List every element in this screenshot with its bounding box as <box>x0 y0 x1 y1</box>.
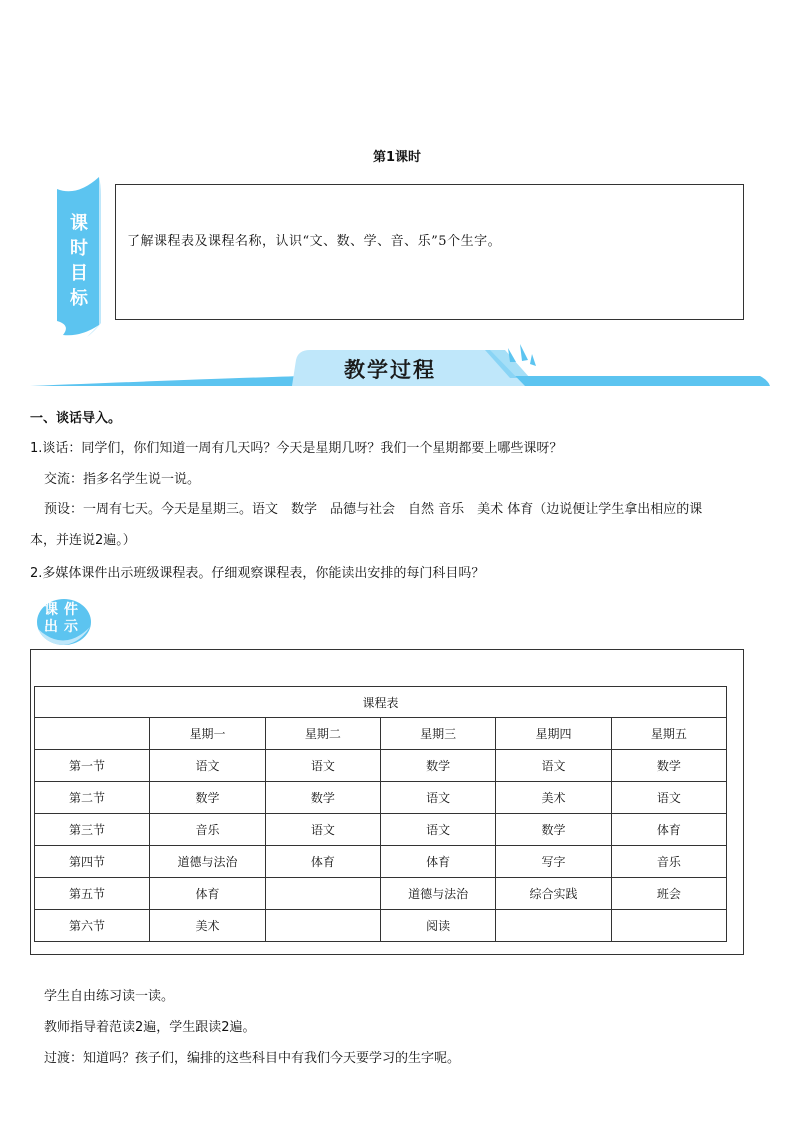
exchange-text: 交流：指多名学生说一说。 <box>44 472 201 487</box>
table-cell: 阅读 <box>380 910 495 942</box>
goal-tab-char: 目 <box>70 263 88 284</box>
table-corner <box>35 718 150 750</box>
preset-text: 预设：一周有七天。今天是星期三。语文 数学 品德与社会 自然 音乐 美术 体育（边说便让学生拿出相应的课 <box>44 502 703 517</box>
item-1: 1.谈话：同学们，你们知道一周有几天吗？今天是星期几呀？我们一个星期都要上哪些课呀？ <box>30 441 563 456</box>
table-cell: 体育 <box>611 814 726 846</box>
table-cell: 语文 <box>611 782 726 814</box>
banner-title: 教学过程 <box>344 358 436 382</box>
table-row <box>35 782 727 814</box>
table-cell: 音乐 <box>611 846 726 878</box>
row-label: 第一节 <box>35 750 150 782</box>
table-row <box>35 846 727 878</box>
table-cell <box>611 910 726 942</box>
badge-line-2: 出示 <box>44 619 84 635</box>
table-cell <box>496 910 611 942</box>
section-heading: 一、谈话导入。 <box>30 411 122 426</box>
table-row <box>35 910 727 942</box>
goal-text: 了解课程表及课程名称，认识“文、数、学、音、乐”5个生字。 <box>127 234 502 249</box>
table-cell: 数学 <box>150 782 265 814</box>
table-cell: 写字 <box>496 846 611 878</box>
goal-tab-char: 时 <box>70 238 88 259</box>
table-cell: 体育 <box>150 878 265 910</box>
row-label: 第六节 <box>35 910 150 942</box>
table-cell: 美术 <box>150 910 265 942</box>
column-header: 星期一 <box>150 718 265 750</box>
goal-box <box>115 184 744 320</box>
table-cell: 道德与法治 <box>380 878 495 910</box>
goal-tab-char: 标 <box>70 288 88 309</box>
section-banner <box>30 340 770 394</box>
table-cell: 道德与法治 <box>150 846 265 878</box>
table-cell: 音乐 <box>150 814 265 846</box>
practice-text: 学生自由练习读一读。 <box>44 989 175 1004</box>
schedule-table <box>34 686 727 942</box>
table-cell: 数学 <box>265 782 380 814</box>
model-reading-text: 教师指导着范读2遍，学生跟读2遍。 <box>44 1020 256 1035</box>
badge-line-1: 课件 <box>44 602 84 618</box>
table-row <box>35 878 727 910</box>
item-2: 2.多媒体课件出示班级课程表。仔细观察课程表，你能读出安排的每门科目吗？ <box>30 566 485 581</box>
table-cell: 数学 <box>611 750 726 782</box>
table-cell: 班会 <box>611 878 726 910</box>
row-label: 第四节 <box>35 846 150 878</box>
table-cell: 数学 <box>496 814 611 846</box>
transition-text: 过渡：知道吗？孩子们，编排的这些科目中有我们今天要学习的生字呢。 <box>44 1051 461 1066</box>
goal-tab-char: 课 <box>70 213 88 234</box>
table-header-row <box>35 718 727 750</box>
schedule-caption: 课程表 <box>35 687 727 718</box>
row-label: 第二节 <box>35 782 150 814</box>
courseware-badge <box>34 595 92 647</box>
column-header: 星期四 <box>496 718 611 750</box>
table-cell: 综合实践 <box>496 878 611 910</box>
table-cell: 美术 <box>496 782 611 814</box>
column-header: 星期五 <box>611 718 726 750</box>
table-cell: 数学 <box>380 750 495 782</box>
table-cell <box>265 910 380 942</box>
table-row <box>35 750 727 782</box>
table-cell: 语文 <box>380 814 495 846</box>
table-cell: 体育 <box>265 846 380 878</box>
table-row <box>35 814 727 846</box>
column-header: 星期三 <box>380 718 495 750</box>
table-cell: 语文 <box>265 814 380 846</box>
table-cell <box>265 878 380 910</box>
goal-tab <box>55 175 103 338</box>
table-cell: 语文 <box>150 750 265 782</box>
table-cell: 语文 <box>496 750 611 782</box>
row-label: 第三节 <box>35 814 150 846</box>
table-cell: 体育 <box>380 846 495 878</box>
preset-text-continued: 本，并连说2遍。） <box>30 533 136 548</box>
row-label: 第五节 <box>35 878 150 910</box>
table-cell: 语文 <box>380 782 495 814</box>
lesson-title: 第1课时 <box>372 150 422 165</box>
table-cell: 语文 <box>265 750 380 782</box>
column-header: 星期二 <box>265 718 380 750</box>
